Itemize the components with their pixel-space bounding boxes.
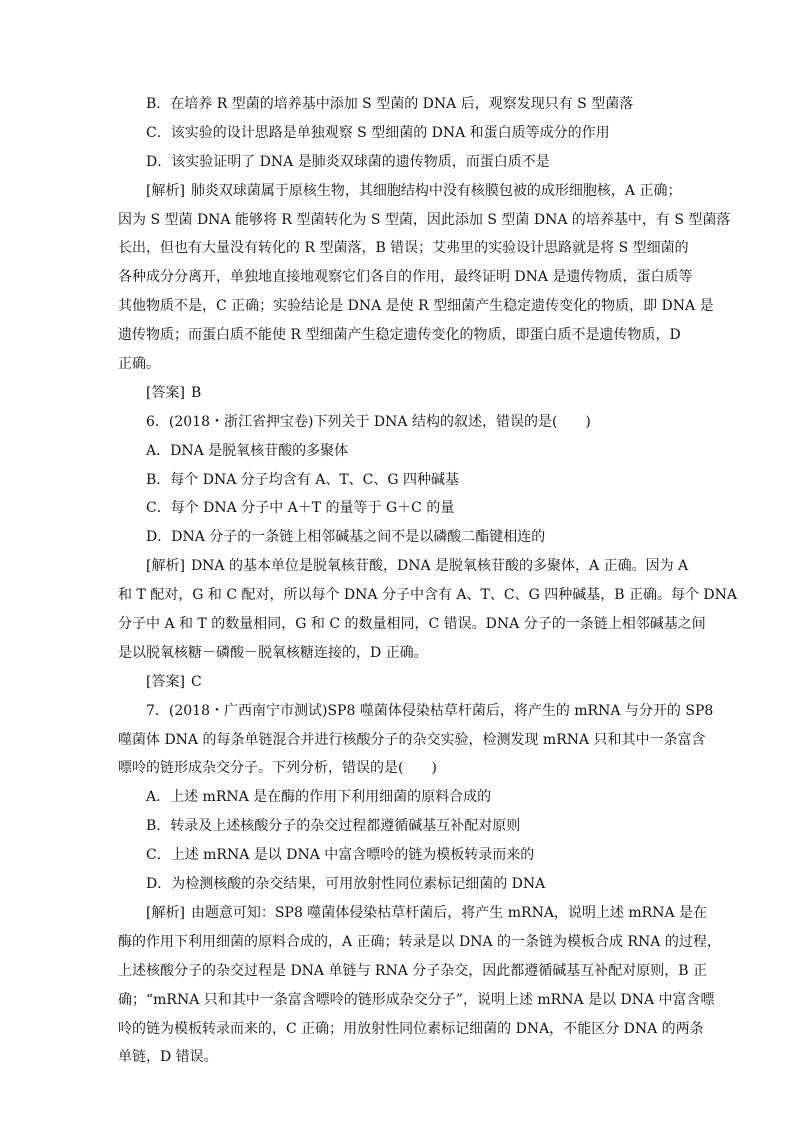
q5-analysis-line-7: 正确。 [118,356,160,373]
q5-option-d: D．该实验证明了 DNA 是肺炎双球菌的遗传物质，而蛋白质不是 [146,153,550,170]
q7-analysis-line-5: 呤的链为模板转录而来的，C 正确；用放射性同位素标记细菌的 DNA，不能区分 DNA 的两条 [118,1020,704,1037]
q5-analysis-line-6: 遗传物质；而蛋白质不能使 R 型细菌产生稳定遗传变化的物质，即蛋白质不是遗传物质，D [118,327,681,344]
q7-analysis-line-4: 确；“mRNA 只和其中一条富含嘌呤的链形成杂交分子”，说明上述 mRNA 是以 DNA 中富含嘌 [118,991,715,1008]
q5-analysis-tag: [解析] [146,182,185,199]
q5-analysis-line-4: 各种成分分离开，单独地直接地观察它们各自的作用，最终证明 DNA 是遗传物质，蛋白质等 [118,269,693,286]
q7-option-b: B．转录及上述核酸分子的杂交过程都遵循碱基互补配对原则 [146,818,521,835]
q5-answer-tag: [答案] [146,384,185,401]
q6-analysis-line-1 [118,552,689,581]
q6-option-c: C．每个 DNA 分子中 A＋T 的量等于 G＋C 的量 [146,500,455,517]
q6-option-b: B．每个 DNA 分子均含有 A、T、C、G 四种碱基 [146,471,460,488]
q6-option-a: A．DNA 是脱氧核苷酸的多聚体 [146,442,349,459]
q5-answer [118,379,678,408]
q6-stem: 6．(2018・浙江省押宝卷)下列关于 DNA 结构的叙述，错误的是( ) [146,413,591,430]
q7-stem-line-1: 7．(2018・广西南宁市测试)SP8 噬菌体侵染枯草杆菌后，将产生的 mRNA 与分开的 SP8 [146,702,714,719]
q6-answer-value: C [190,673,202,690]
document-page [118,90,737,1072]
q7-option-a: A．上述 mRNA 是在酶的作用下利用细菌的原料合成的 [146,789,492,806]
q6-option-d: D．DNA 分子的一条链上相邻碱基之间不是以磷酸二酯键相连的 [146,529,546,546]
q7-stem-line-2: 噬菌体 DNA 的每条单链混合并进行核酸分子的杂交实验，检测发现 mRNA 只和其中一条富含 [118,731,706,748]
q7-stem-line-3: 嘌呤的链形成杂交分子。下列分析，错误的是( ) [118,760,437,777]
q5-option-b: B．在培养 R 型菌的培养基中添加 S 型菌的 DNA 后，观察发现只有 S 型菌落 [146,96,634,112]
q6-analysis-tag: [解析] [146,558,185,575]
q5-analysis-line-5: 其他物质不是，C 正确；实验结论是 DNA 是使 R 型细菌产生稳定遗传变化的物质，即 DNA 是 [118,298,714,315]
q6-answer [118,668,678,697]
q5-option-c: C．该实验的设计思路是单独观察 S 型细菌的 DNA 和蛋白质等成分的作用 [146,124,610,141]
q5-analysis-line-3: 长出，但也有大量没有转化的 R 型菌落，B 错误；艾弗里的实验设计思路就是将 S 型细菌的 [118,240,689,257]
q6-analysis-line-3: 分子中 A 和 T 的数量相同，G 和 C 的数量相同，C 错误。DNA 分子的一条链上相邻碱基之间 [118,616,706,633]
q5-analysis-line-2: 因为 S 型菌 DNA 能够将 R 型菌转化为 S 型菌，因此添加 S 型菌 DNA 的培养基中，有 S 型菌落 [118,211,731,228]
q7-analysis-line-2: 酶的作用下利用细菌的原料合成的，A 正确；转录是以 DNA 的一条链为模板合成 RNA 的过程， [118,933,721,950]
q7-analysis-line-3: 上述核酸分子的杂交过程是 DNA 单链与 RNA 分子杂交，因此都遵循碱基互补配对原则，B 正 [118,962,708,979]
q7-analysis-line-1 [118,899,708,928]
q6-analysis-text: DNA 的基本单位是脱氧核苷酸，DNA 是脱氧核苷酸的多聚体，A 正确。因为 A [190,558,689,575]
q5-analysis-text: 肺炎双球菌属于原核生物，其细胞结构中没有核膜包被的成形细胞核，A 正确； [190,182,682,199]
q7-option-c: C．上述 mRNA 是以 DNA 中富含嘌呤的链为模板转录而来的 [146,847,535,864]
q5-answer-value: B [190,384,202,401]
q6-answer-tag: [答案] [146,673,185,690]
q7-analysis-line-6: 单链，D 错误。 [118,1049,218,1066]
q5-analysis-line-1 [118,177,682,206]
q6-analysis-line-2: 和 T 配对，G 和 C 配对，所以每个 DNA 分子中含有 A、T、C、G 四种碱基，B 正确。每个 DNA [118,587,737,604]
q6-analysis-line-4: 是以脱氧核糖－磷酸－脱氧核糖连接的，D 正确。 [118,644,428,661]
q7-analysis-text: 由题意可知：SP8 噬菌体侵染枯草杆菌后，将产生 mRNA，说明上述 mRNA 是在 [190,904,708,921]
q7-option-d: D．为检测核酸的杂交结果，可用放射性同位素标记细菌的 DNA [146,876,546,893]
q7-analysis-tag: [解析] [146,904,185,921]
